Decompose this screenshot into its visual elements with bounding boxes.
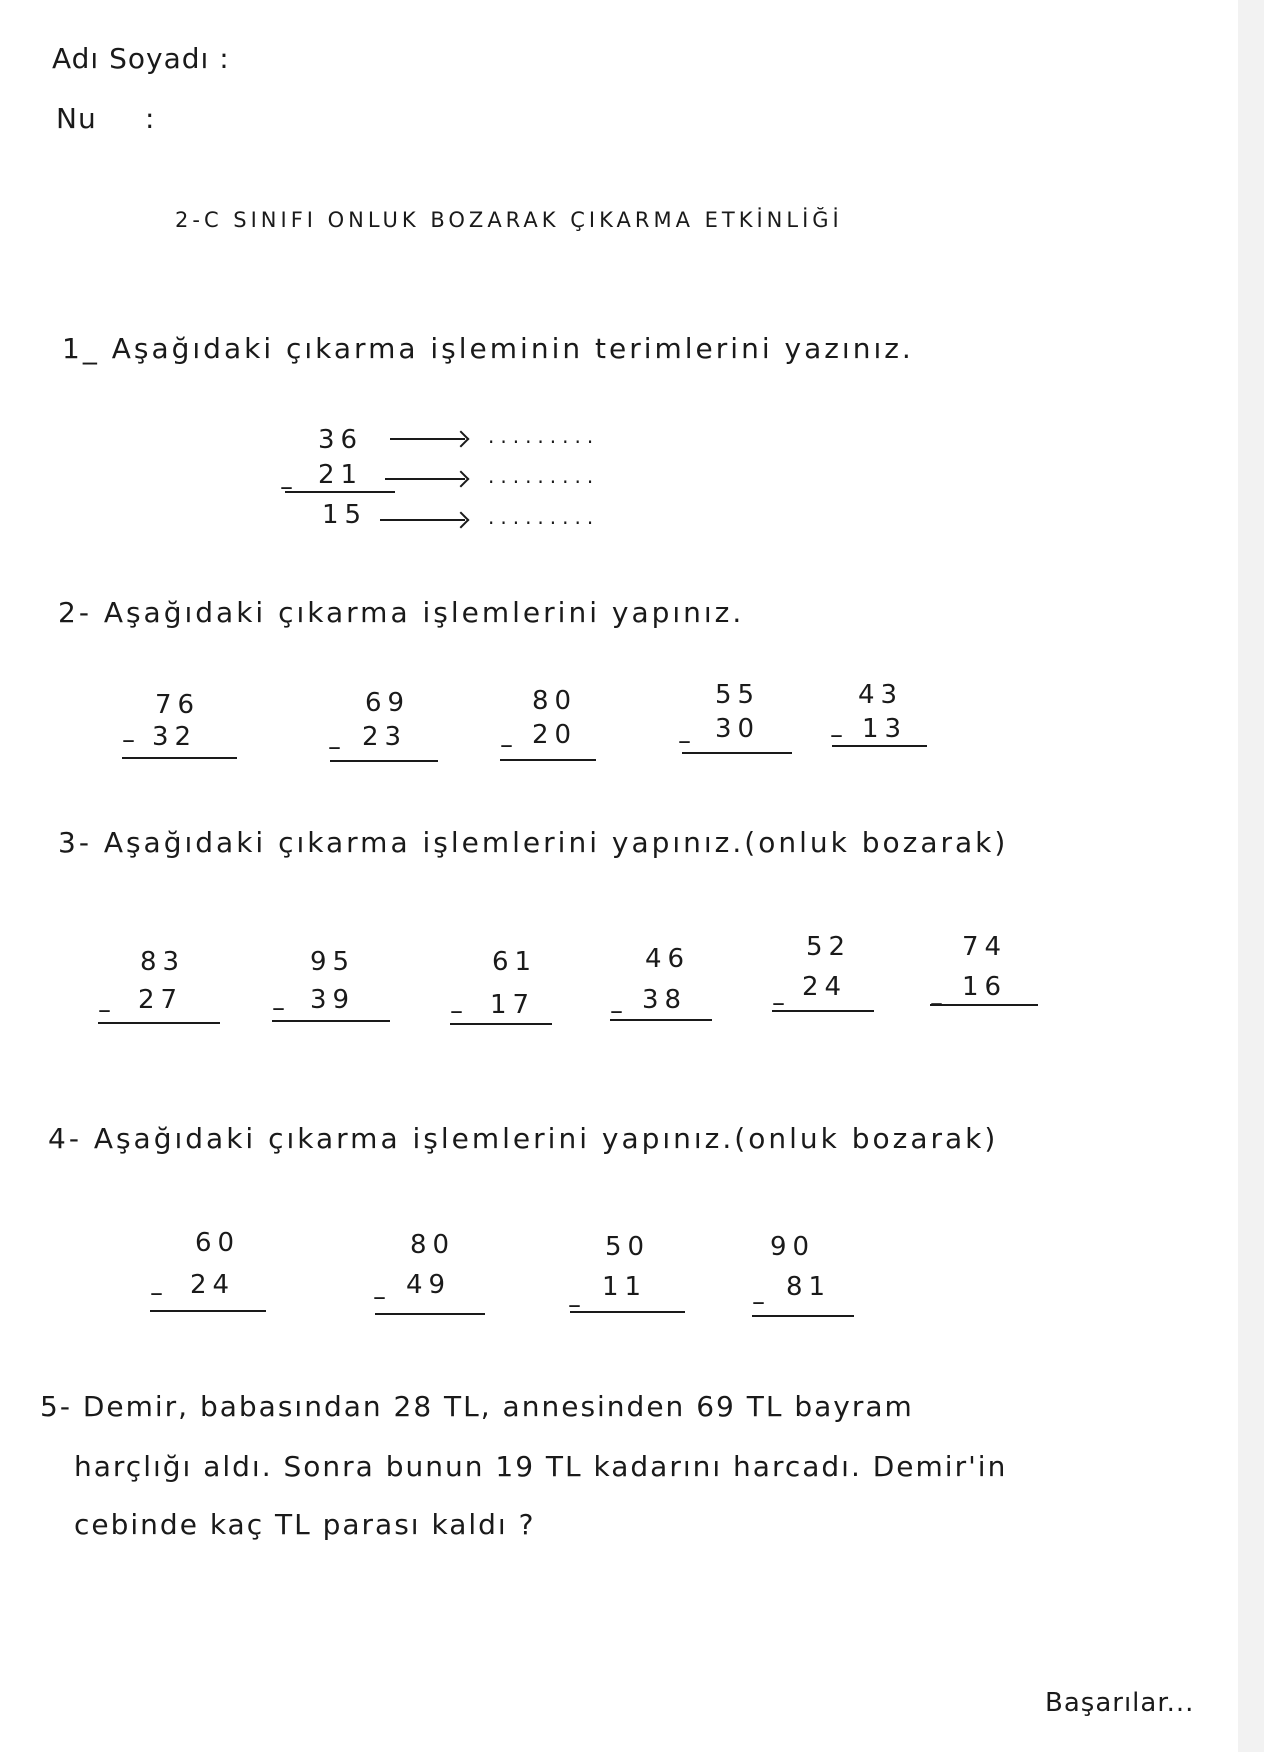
q4-p1-rule bbox=[150, 1310, 266, 1312]
q3-p3-minus: – bbox=[450, 996, 463, 1026]
q3-p3-rule bbox=[450, 1023, 552, 1025]
q1-blank-subtrahend: ......... bbox=[488, 464, 600, 488]
q4-p4-top: 90 bbox=[770, 1232, 816, 1262]
q3-p2-top: 95 bbox=[310, 947, 356, 977]
q2-p2-rule bbox=[330, 760, 438, 762]
q2-p3-minus: – bbox=[500, 730, 513, 760]
q4-p2-rule bbox=[375, 1313, 485, 1315]
q3-p2-rule bbox=[272, 1020, 390, 1022]
question-4: 4- Aşağıdaki çıkarma işlemlerini yapınız.(onluk bozarak) bbox=[48, 1122, 999, 1155]
q3-p1-top: 83 bbox=[140, 947, 186, 977]
q3-p6-minus: – bbox=[930, 988, 943, 1018]
question-1: 1_ Aşağıdaki çıkarma işleminin terimlerini yazınız. bbox=[62, 332, 914, 365]
q2-p1-top: 76 bbox=[155, 690, 201, 720]
name-label: Adı Soyadı : bbox=[52, 42, 230, 75]
q2-p2-minus: – bbox=[328, 732, 341, 762]
question-5-line-2: harçlığı aldı. Sonra bunun 19 TL kadarını harcadı. Demir'in bbox=[74, 1450, 1008, 1483]
q1-minus-sign: – bbox=[280, 472, 293, 502]
q1-subtrahend: 21 bbox=[318, 460, 364, 490]
q3-p4-minus: – bbox=[610, 996, 623, 1026]
q3-p1-minus: – bbox=[98, 995, 111, 1025]
q4-p4-minus: – bbox=[752, 1287, 765, 1317]
q4-p3-rule bbox=[570, 1311, 685, 1313]
q3-p5-top: 52 bbox=[806, 932, 852, 962]
q1-difference: 15 bbox=[322, 500, 368, 530]
q4-p3-minus: – bbox=[568, 1290, 581, 1320]
q4-p2-minus: – bbox=[373, 1282, 386, 1312]
q3-p6-top: 74 bbox=[962, 932, 1008, 962]
question-5-line-1: 5- Demir, babasından 28 TL, annesinden 69 TL bayram bbox=[40, 1390, 914, 1423]
number-colon: : bbox=[145, 102, 156, 135]
q2-p1-rule bbox=[122, 757, 237, 759]
q2-p2-top: 69 bbox=[365, 688, 411, 718]
q3-p4-rule bbox=[610, 1019, 712, 1021]
q1-blank-minuend: ......... bbox=[488, 424, 600, 448]
q2-p5-minus: – bbox=[830, 720, 843, 750]
q3-p3-top: 61 bbox=[492, 947, 538, 977]
q2-p4-rule bbox=[682, 752, 792, 754]
question-2: 2- Aşağıdaki çıkarma işlemlerini yapınız. bbox=[58, 596, 745, 629]
question-5-line-3: cebinde kaç TL parası kaldı ? bbox=[74, 1508, 536, 1541]
q3-p2-bottom: 39 bbox=[310, 985, 356, 1015]
q2-p4-bottom: 30 bbox=[715, 714, 761, 744]
q4-p4-rule bbox=[752, 1315, 854, 1317]
q2-p5-rule bbox=[832, 745, 927, 747]
q3-p4-bottom: 38 bbox=[642, 985, 688, 1015]
q3-p4-top: 46 bbox=[645, 944, 691, 974]
q4-p4-bottom: 81 bbox=[786, 1272, 832, 1302]
scan-edge bbox=[1238, 0, 1264, 1752]
q3-p1-bottom: 27 bbox=[138, 985, 184, 1015]
q1-minuend: 36 bbox=[318, 425, 364, 455]
closing-note: Başarılar... bbox=[1045, 1688, 1195, 1718]
q4-p1-minus: – bbox=[150, 1278, 163, 1308]
q2-p2-bottom: 23 bbox=[362, 722, 408, 752]
q3-p3-bottom: 17 bbox=[490, 990, 536, 1020]
q2-p3-top: 80 bbox=[532, 686, 578, 716]
arrow-icon bbox=[390, 438, 465, 440]
q2-p5-top: 43 bbox=[858, 680, 904, 710]
q2-p1-bottom: 32 bbox=[152, 722, 198, 752]
q4-p3-top: 50 bbox=[605, 1232, 651, 1262]
q3-p2-minus: – bbox=[272, 993, 285, 1023]
q4-p3-bottom: 11 bbox=[602, 1272, 648, 1302]
q3-p6-bottom: 16 bbox=[962, 972, 1008, 1002]
arrow-icon bbox=[385, 478, 465, 480]
q3-p1-rule bbox=[98, 1022, 220, 1024]
q4-p2-bottom: 49 bbox=[406, 1270, 452, 1300]
q4-p1-bottom: 24 bbox=[190, 1270, 236, 1300]
q2-p1-minus: – bbox=[122, 725, 135, 755]
q1-rule bbox=[285, 491, 395, 493]
q2-p3-rule bbox=[500, 759, 596, 761]
q3-p5-rule bbox=[772, 1010, 874, 1012]
q4-p1-top: 60 bbox=[195, 1228, 241, 1258]
page-title: 2-C SINIFI ONLUK BOZARAK ÇIKARMA ETKİNLİĞİ bbox=[175, 208, 843, 232]
q2-p3-bottom: 20 bbox=[532, 720, 578, 750]
arrow-icon bbox=[380, 519, 465, 521]
q4-p2-top: 80 bbox=[410, 1230, 456, 1260]
q2-p5-bottom: 13 bbox=[862, 714, 908, 744]
number-label: Nu bbox=[56, 102, 97, 135]
q2-p4-top: 55 bbox=[715, 680, 761, 710]
q1-blank-difference: ......... bbox=[488, 505, 600, 529]
q3-p5-minus: – bbox=[772, 988, 785, 1018]
q2-p4-minus: – bbox=[678, 726, 691, 756]
question-3: 3- Aşağıdaki çıkarma işlemlerini yapınız.(onluk bozarak) bbox=[58, 826, 1009, 859]
q3-p6-rule bbox=[930, 1004, 1038, 1006]
q3-p5-bottom: 24 bbox=[802, 972, 848, 1002]
